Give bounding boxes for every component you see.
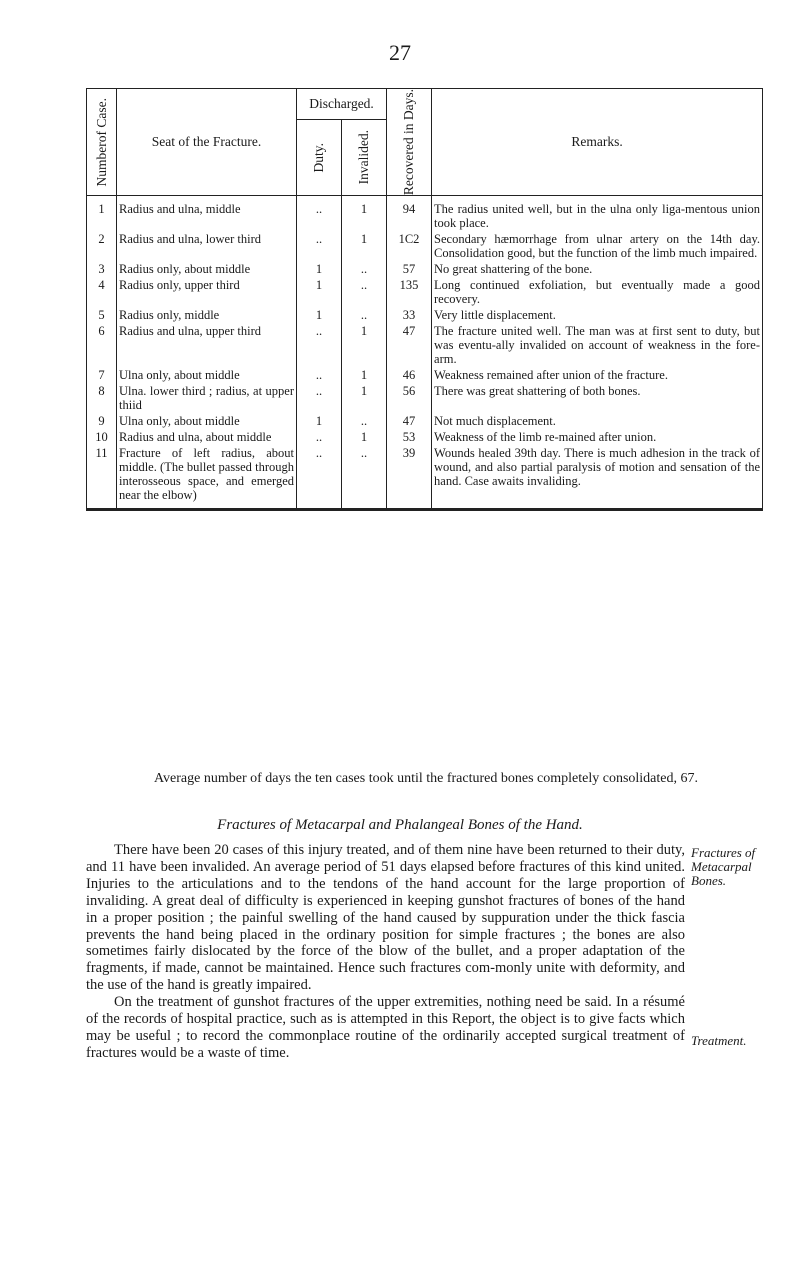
recovered-days: 94: [387, 196, 432, 233]
case-number: 10: [87, 430, 117, 446]
recovered-days: 57: [387, 262, 432, 278]
table-row: [87, 446, 763, 510]
table-row: [87, 414, 763, 430]
recovered-days: 53: [387, 430, 432, 446]
fracture-seat: Radius only, upper third: [117, 278, 297, 308]
table-row: [87, 278, 763, 308]
discharged-duty: ..: [297, 430, 342, 446]
header-case-number: Numberof Case.: [87, 89, 117, 196]
remarks: The fracture united well. The man was at first sent to duty, but was eventu-ally invalided on account of weakness in the fore-arm.: [432, 324, 763, 368]
recovered-days: 56: [387, 384, 432, 414]
table-row: [87, 232, 763, 262]
case-number: 5: [87, 308, 117, 324]
recovered-days: 47: [387, 414, 432, 430]
header-discharged: Discharged.: [297, 89, 387, 120]
fracture-cases-table: [86, 88, 763, 511]
recovered-days: 135: [387, 278, 432, 308]
discharged-invalided: ..: [342, 262, 387, 278]
fracture-seat: Ulna only, about middle: [117, 414, 297, 430]
discharged-invalided: 1: [342, 324, 387, 368]
discharged-duty: ..: [297, 446, 342, 510]
paragraph-treatment: On the treatment of gunshot fractures of the upper extremities, nothing need be said. In a résumé of the records of hospital practice, such as is attempted in this Report, the object is to give facts which may be useful ; to record the commonplace routine of the ordinarily accepted surgical treatment of fractures would be a waste of time.: [86, 994, 685, 1061]
case-number: 11: [87, 446, 117, 510]
discharged-duty: 1: [297, 278, 342, 308]
fracture-seat: Ulna. lower third ; radius, at upper thiid: [117, 384, 297, 414]
discharged-invalided: ..: [342, 308, 387, 324]
fracture-seat: Ulna only, about middle: [117, 368, 297, 384]
discharged-invalided: 1: [342, 196, 387, 233]
fracture-seat: Radius and ulna, about middle: [117, 430, 297, 446]
discharged-invalided: 1: [342, 368, 387, 384]
recovered-days: 1C2: [387, 232, 432, 262]
header-remarks: Remarks.: [432, 89, 763, 196]
discharged-invalided: ..: [342, 414, 387, 430]
table-row: [87, 430, 763, 446]
fracture-seat: Radius and ulna, middle: [117, 196, 297, 233]
table-row: [87, 262, 763, 278]
discharged-invalided: ..: [342, 446, 387, 510]
remarks: Long continued exfoliation, but eventually made a good recovery.: [432, 278, 763, 308]
discharged-duty: ..: [297, 324, 342, 368]
discharged-duty: 1: [297, 308, 342, 324]
discharged-duty: ..: [297, 368, 342, 384]
fracture-seat: Radius only, about middle: [117, 262, 297, 278]
discharged-invalided: 1: [342, 430, 387, 446]
case-number: 7: [87, 368, 117, 384]
margin-note-fractures: Fractures of Metacarpal Bones.: [691, 845, 756, 888]
average-days-summary: Average number of days the ten cases took until the fractured bones completely consolidated, 67.: [153, 771, 698, 786]
remarks: Secondary hæmorrhage from ulnar artery on the 14th day. Consolidation good, but the function of the limb much impaired.: [432, 232, 763, 262]
case-number: 9: [87, 414, 117, 430]
remarks: No great shattering of the bone.: [432, 262, 763, 278]
case-number: 8: [87, 384, 117, 414]
remarks: Very little displacement.: [432, 308, 763, 324]
section-title: Fractures of Metacarpal and Phalangeal Bones of the Hand.: [217, 817, 583, 833]
discharged-invalided: 1: [342, 384, 387, 414]
page-number: 27: [389, 40, 411, 65]
header-invalided: Invalided.: [342, 119, 387, 195]
fracture-seat: Radius only, middle: [117, 308, 297, 324]
table-row: [87, 196, 763, 233]
fracture-seat: Radius and ulna, lower third: [117, 232, 297, 262]
case-number: 2: [87, 232, 117, 262]
fracture-seat: Radius and ulna, upper third: [117, 324, 297, 368]
header-seat: Seat of the Fracture.: [117, 89, 297, 196]
case-number: 1: [87, 196, 117, 233]
discharged-duty: 1: [297, 414, 342, 430]
table-row: [87, 308, 763, 324]
table-row: [87, 324, 763, 368]
remarks: Weakness remained after union of the fracture.: [432, 368, 763, 384]
case-number: 4: [87, 278, 117, 308]
header-recovered-days: Recovered in Days.: [387, 89, 432, 196]
case-number: 6: [87, 324, 117, 368]
header-duty: Duty.: [297, 119, 342, 195]
discharged-duty: ..: [297, 384, 342, 414]
recovered-days: 39: [387, 446, 432, 510]
case-number: 3: [87, 262, 117, 278]
recovered-days: 46: [387, 368, 432, 384]
discharged-duty: 1: [297, 262, 342, 278]
margin-note-treatment: Treatment.: [691, 1033, 747, 1048]
table-row: [87, 368, 763, 384]
fracture-seat: Fracture of left radius, about middle. (The bullet passed through interosseous space, and emerged near the elbow): [117, 446, 297, 510]
recovered-days: 33: [387, 308, 432, 324]
table-row: [87, 384, 763, 414]
discharged-duty: ..: [297, 196, 342, 233]
discharged-invalided: ..: [342, 278, 387, 308]
remarks: Weakness of the limb re-mained after union.: [432, 430, 763, 446]
recovered-days: 47: [387, 324, 432, 368]
body-text: [86, 842, 685, 1062]
remarks: Not much displacement.: [432, 414, 763, 430]
remarks: The radius united well, but in the ulna only liga-mentous union took place.: [432, 196, 763, 233]
discharged-invalided: 1: [342, 232, 387, 262]
discharged-duty: ..: [297, 232, 342, 262]
remarks: Wounds healed 39th day. There is much adhesion in the track of wound, and also partial paralysis of motion and sensation of the hand. Case awaits invaliding.: [432, 446, 763, 510]
remarks: There was great shattering of both bones.: [432, 384, 763, 414]
paragraph-metacarpal: There have been 20 cases of this injury treated, and of them nine have been returned to their duty, and 11 have been invalided. An average period of 51 days elapsed before fractures of this kind united. Injuries to the articulations and to the tendons of the hand account for the large proportion of invaliding. A great deal of difficulty is experienced in keeping gunshot fractures of bones of the hand in a proper position ; the painful swelling of the hand caused by suppuration under the thick fascia prevents the hand being placed in the ordinary position for simple fractures ; the bones are also sometimes fairly dislocated by the force of the blow of the bullet, and a proper adaptation of the fragments, if made, cannot be maintained. Hence such fractures com-monly unite with deformity, and the use of the hand is greatly impaired.: [86, 842, 685, 994]
